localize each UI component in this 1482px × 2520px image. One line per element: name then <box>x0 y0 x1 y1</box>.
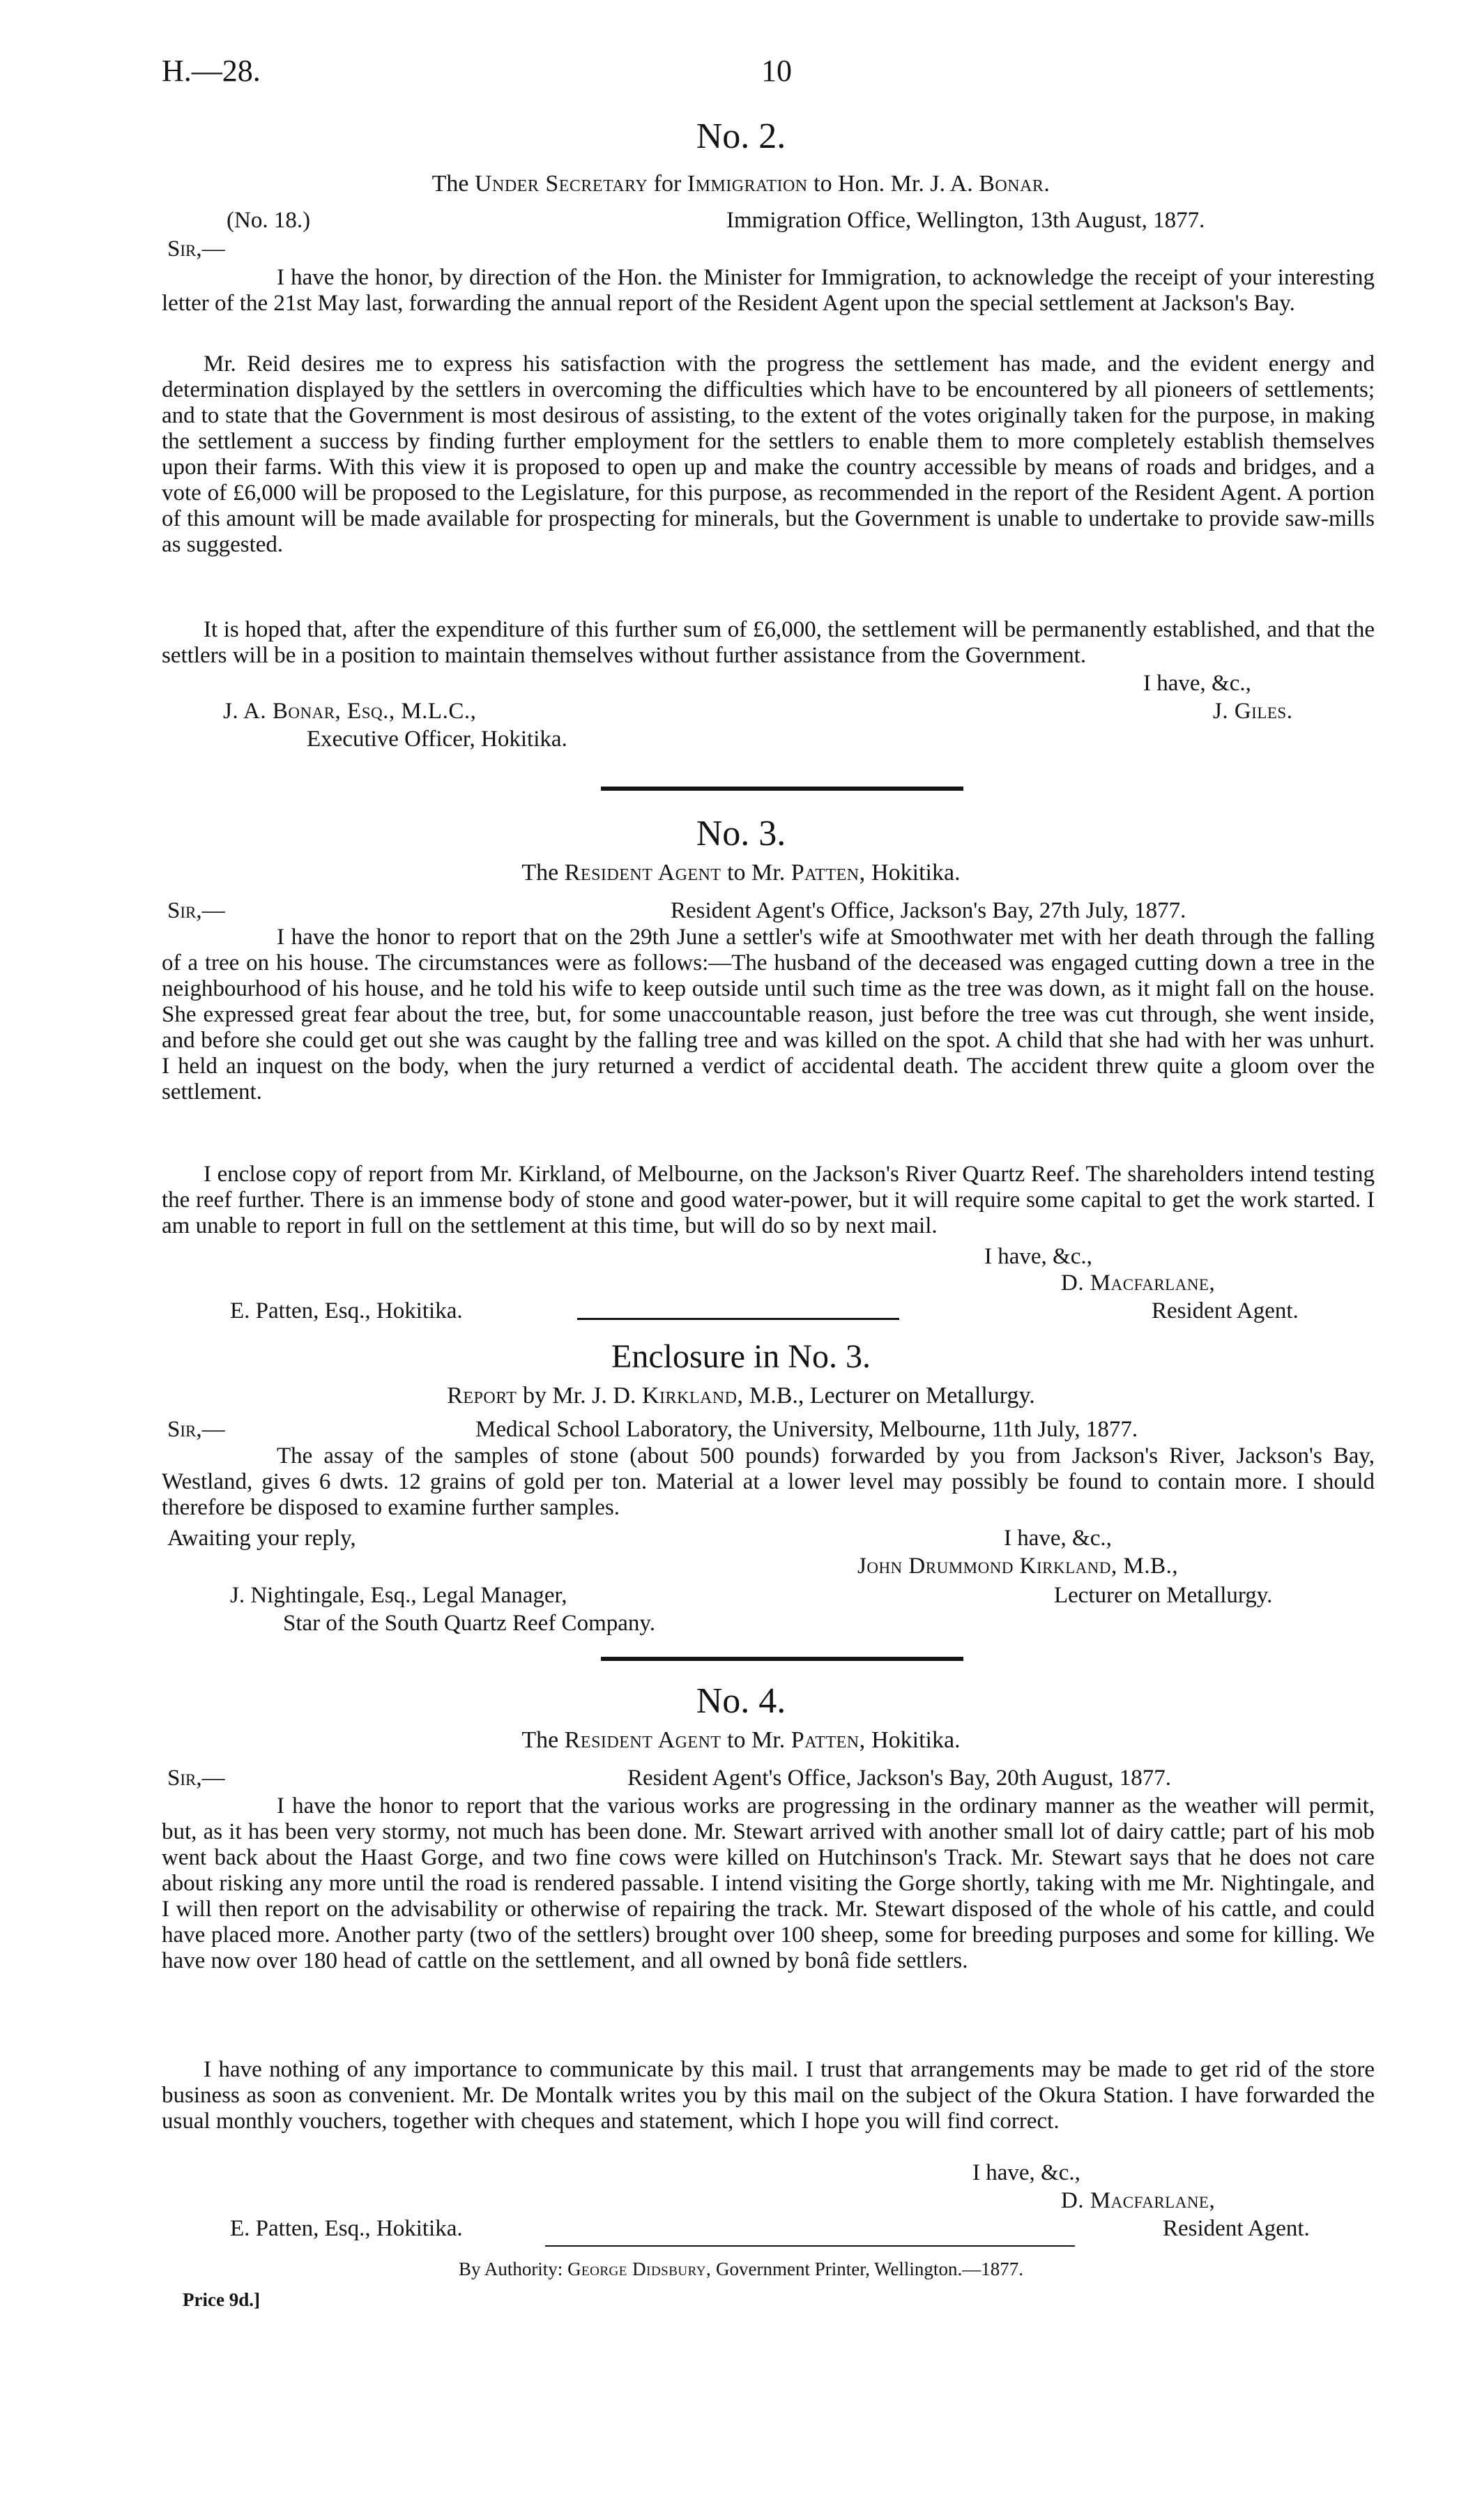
enclosure-dateline: Medical School Laboratory, the University, Melbourne, 11th July, 1877. <box>475 1417 1138 1442</box>
letter-4-heading: The Resident Agent to Mr. Patten, Hokitika. <box>521 1727 961 1753</box>
letter-3-paragraph-2: I enclose copy of report from Mr. Kirkland, of Melbourne, on the Jackson's River Quartz Reef. The shareholders intend testing the reef further. There is an immense body of stone and good water-power, but it will require some capital to get the work started. I am unable to report in full on the settlement at this time, but will do so by next mail. <box>162 1162 1375 1238</box>
letter-2-paragraph-2: Mr. Reid desires me to express his satisfaction with the progress the settlement has made, and the evident energy and determination displayed by the settlers in overcoming the difficulties which have to be encountered by all pioneers of settlements; and to state that the Government is most desirous of assisting, to the extent of the votes originally taken for the purpose, in making the settlement a success by finding further employment for the settlers to enable them to more completely establish themselves upon their farms. With this view it is proposed to open up and make the country accessible by means of roads and bridges, and a vote of £6,000 will be proposed to the Legislature, for this purpose, as recommended in the report of the Resident Agent. A portion of this amount will be made available for prospecting for minerals, but the Government is unable to undertake to provide saw-mills as suggested. <box>162 351 1375 557</box>
enclosure-addressee-1: J. Nightingale, Esq., Legal Manager, <box>230 1583 567 1608</box>
enclosure-addressee-2: Star of the South Quartz Reef Company. <box>283 1611 655 1636</box>
letter-2-paragraph-3: It is hoped that, after the expenditure of this further sum of £6,000, the settlement will be permanently established, and that the settlers will be in a position to maintain themselves without further assistance from the Government. <box>162 617 1375 668</box>
letter-2-ref: (No. 18.) <box>227 208 311 233</box>
letter-4-addressee: E. Patten, Esq., Hokitika. <box>230 2216 463 2241</box>
page-number: 10 <box>761 54 792 88</box>
letter-4-signature-title: Resident Agent. <box>1163 2216 1310 2241</box>
section-divider <box>601 787 963 791</box>
letter-3-dateline: Resident Agent's Office, Jackson's Bay, 27th July, 1877. <box>671 898 1186 923</box>
letter-4-paragraph-2: I have nothing of any importance to communicate by this mail. I trust that arrangements may be made to get rid of the store business as soon as convenient. Mr. De Montalk writes you by this mail on the subject of the Okura Station. I have forwarded the usual monthly vouchers, together with cheques and statement, which I hope you will find correct. <box>162 2057 1375 2134</box>
enclosure-heading: Report by Mr. J. D. Kirkland, M.B., Lecturer on Metallurgy. <box>447 1383 1035 1409</box>
letter-2-paragraph-1: I have the honor, by direction of the Hon. the Minister for Immigration, to acknowledge the receipt of your interesting letter of the 21st May last, forwarding the annual report of the Resident Agent upon the special settlement at Jackson's Bay. <box>162 265 1375 316</box>
letter-2-addressee-2: Executive Officer, Hokitika. <box>307 727 567 752</box>
document-reference: H.—28. <box>162 54 261 88</box>
letter-2-signature: J. Giles. <box>1213 699 1293 724</box>
letter-4-closing: I have, &c., <box>972 2160 1080 2185</box>
price-label: Price 9d.] <box>183 2289 260 2310</box>
letter-3-closing: I have, &c., <box>984 1244 1092 1269</box>
letter-2-heading: The Under Secretary for Immigration to Hon. Mr. J. A. Bonar. <box>431 171 1051 197</box>
letter-3-addressee: E. Patten, Esq., Hokitika. <box>230 1298 463 1323</box>
enclosure-paragraph-1: The assay of the samples of stone (about 500 pounds) forwarded by you from Jackson's River, Jackson's Bay, Westland, gives 6 dwts. 12 grains of gold per ton. Material at a lower level may possibly be found to contain more. I should therefore be disposed to examine further samples. <box>162 1443 1375 1520</box>
enclosure-closing: I have, &c., <box>1004 1526 1112 1551</box>
enclosure-paragraph-2: Awaiting your reply, <box>167 1526 356 1551</box>
letter-4-salutation: Sir,— <box>167 1766 225 1791</box>
printer-imprint: By Authority: George Didsbury, Government Printer, Wellington.—1877. <box>459 2259 1023 2279</box>
enclosure-signature: John Drummond Kirkland, M.B., <box>857 1554 1179 1579</box>
letter-3-heading: The Resident Agent to Mr. Patten, Hokitika. <box>521 860 961 886</box>
letter-2-addressee-1: J. A. Bonar, Esq., M.L.C., <box>223 699 477 724</box>
section-divider <box>601 1657 963 1661</box>
letter-3-paragraph-1: I have the honor to report that on the 29th June a settler's wife at Smoothwater met with her death through the falling of a tree on his house. The circumstances were as follows:—The husband of the deceased was engaged cutting down a tree in the neighbourhood of his house, and he told his wife to keep outside until such time as the tree was down, as it might fall on the house. She expressed great fear about the tree, but, for some unaccountable reason, just before the tree was cut through, she went inside, and before she could get out she was caught by the falling tree and was killed on the spot. A child that she had with her was unhurt. I held an inquest on the body, when the jury returned a verdict of accidental death. The accident threw quite a gloom over the settlement. <box>162 925 1375 1105</box>
letter-4-paragraph-1: I have the honor to report that the various works are progressing in the ordinary manner as the weather will permit, but, as it has been very stormy, not much has been done. Mr. Stewart arrived with another small lot of dairy cattle; part of his mob went back about the Haast Gorge, and two fine cows were killed on Hutchinson's Track. Mr. Stewart says that he does not care about risking any more until the road is rendered passable. I intend visiting the Gorge shortly, taking with me Mr. Nightingale, and I will then report on the advisability or otherwise of repairing the track. Mr. Stewart disposed of the whole of his cattle, and could have placed more. Another party (two of the settlers) brought over 100 sheep, some for breeding purposes and some for killing. We have now over 180 head of cattle on the settlement, and all owned by bonâ fide settlers. <box>162 1793 1375 1973</box>
footer-rule <box>545 2245 1075 2247</box>
letter-2-title: No. 2. <box>696 116 786 156</box>
letter-3-signature-title: Resident Agent. <box>1152 1298 1299 1323</box>
enclosure-salutation: Sir,— <box>167 1417 225 1442</box>
letter-4-signature: D. Macfarlane, <box>1061 2188 1216 2213</box>
enclosure-title: Enclosure in No. 3. <box>611 1338 871 1375</box>
letter-2-salutation: Sir,— <box>167 236 225 261</box>
letter-2-closing: I have, &c., <box>1143 671 1251 696</box>
addressee-rule <box>577 1318 899 1320</box>
letter-4-title: No. 4. <box>696 1681 786 1721</box>
enclosure-signature-title: Lecturer on Metallurgy. <box>1054 1583 1273 1608</box>
letter-3-signature: D. Macfarlane, <box>1061 1270 1216 1296</box>
letter-4-dateline: Resident Agent's Office, Jackson's Bay, 20th August, 1877. <box>627 1766 1171 1791</box>
letter-3-title: No. 3. <box>696 814 786 853</box>
letter-2-dateline: Immigration Office, Wellington, 13th August, 1877. <box>726 208 1205 233</box>
letter-3-salutation: Sir,— <box>167 898 225 923</box>
